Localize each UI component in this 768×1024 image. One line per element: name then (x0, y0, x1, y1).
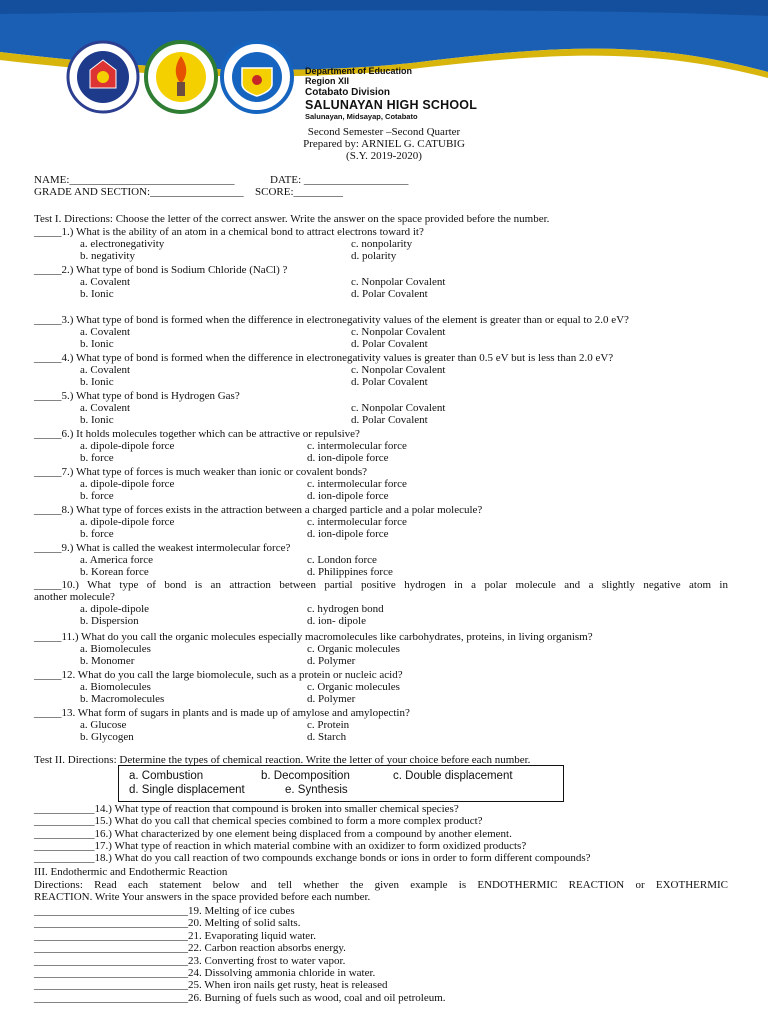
option-a: a. dipole-dipole force (80, 478, 175, 490)
grade-label: GRADE AND SECTION: (34, 186, 151, 198)
item-text: 26. Burning of fuels such as wood, coal and oil petroleum. (188, 991, 446, 1004)
answer-blank[interactable]: _____ (34, 352, 62, 364)
test3-directions-line2: REACTION. Write Your answers in the space provided before each number. (34, 891, 371, 903)
option-b: b. Korean force (80, 566, 149, 578)
option-c: c. Organic molecules (307, 681, 400, 693)
school-info (305, 66, 477, 121)
option-a: a. Covalent (80, 326, 131, 338)
option-b: b. Dispersion (80, 615, 139, 627)
option-a: a. America force (80, 554, 153, 566)
item-text: 23. Converting frost to water vapor. (188, 954, 346, 967)
reaction-question-row (34, 852, 591, 864)
answer-blank[interactable]: ____________________________ (34, 954, 188, 967)
reaction-item-row (34, 992, 446, 1004)
option-c: c. Nonpolar Covalent (351, 364, 446, 376)
answer-blank[interactable]: ____________________________ (34, 929, 188, 942)
score-blank[interactable]: _________ (293, 186, 344, 198)
name-blank[interactable]: ______________________________ (69, 174, 235, 186)
reaction-question-row (34, 828, 512, 840)
option-d: d. ion- dipole (307, 615, 366, 627)
question-text: 12. What do you call the large biomolecule, such as a protein or nucleic acid? (61, 669, 403, 681)
answer-blank[interactable]: ____________________________ (34, 967, 188, 979)
option-c: c. Nonpolar Covalent (351, 326, 446, 338)
answer-blank[interactable]: _____ (34, 542, 62, 554)
item-text: 20. Melting of solid salts. (188, 917, 301, 930)
test1-directions: Test I. Directions: Choose the letter of the correct answer. Write the answer on the space provided before the number. (34, 213, 550, 225)
answer-blank[interactable]: ____________________________ (34, 979, 188, 992)
question-row (34, 669, 403, 681)
grade-field[interactable] (34, 186, 244, 198)
answer-blank[interactable]: _____ (34, 504, 62, 516)
answer-blank[interactable]: ___________ (34, 827, 95, 840)
question-text: 10.) What type of bond is an attraction between partial positive hydrogen in a polar molecule and a slightly negative atom in (61, 579, 728, 591)
option-d: d. ion-dipole force (307, 528, 389, 540)
answer-blank[interactable]: _____ (34, 314, 62, 326)
question-text: 13. What form of sugars in plants and is made up of amylose and amylopectin? (61, 707, 410, 719)
question-row (34, 428, 360, 440)
answer-blank[interactable]: ____________________________ (34, 917, 188, 930)
option-c: c. intermolecular force (307, 478, 407, 490)
reaction-item-row (34, 955, 345, 967)
prepared-by: Prepared by: ARNIEL G. CATUBIG (303, 138, 465, 150)
option-a: a. Covalent (80, 402, 131, 414)
grade-blank[interactable]: _________________ (150, 186, 244, 198)
option-a: a. Biomolecules (80, 681, 151, 693)
question-row (34, 352, 613, 364)
option-b: b. Glycogen (80, 731, 134, 743)
date-field[interactable] (270, 174, 408, 186)
reaction-item-row (34, 967, 375, 979)
option-d: d. ion-dipole force (307, 490, 389, 502)
option-b: b. force (80, 528, 114, 540)
reaction-item-row (34, 942, 346, 954)
option-c: c. nonpolarity (351, 238, 413, 250)
option-d: d. ion-dipole force (307, 452, 389, 464)
option-b: b. Ionic (80, 288, 114, 300)
test3-title: III. Endothermic and Endothermic Reaction (34, 866, 228, 878)
deped-seal-icon (66, 40, 140, 114)
answer-blank[interactable]: _____ (34, 631, 62, 643)
question-text: 17.) What type of reaction in which material combine with an oxidizer to form oxidized products? (94, 839, 527, 852)
option-d: d. Polar Covalent (351, 338, 428, 350)
choice-c: c. Double displacement (393, 770, 513, 782)
question-row (34, 390, 240, 402)
answer-blank[interactable]: _____ (34, 390, 62, 402)
option-b: b. Ionic (80, 414, 114, 426)
question-row (34, 504, 482, 516)
option-a: a. Biomolecules (80, 643, 151, 655)
option-c: c. hydrogen bond (307, 603, 384, 615)
item-text: 24. Dissolving ammonia chloride in water. (188, 967, 376, 979)
question-text: 15.) What do you call that chemical species combined to form a more complex product? (94, 815, 483, 828)
question-text: 18.) What do you call reaction of two compounds exchange bonds or ions in order to form different compounds? (94, 852, 591, 865)
reaction-question-row (34, 815, 483, 827)
option-a: a. dipole-dipole force (80, 440, 175, 452)
answer-blank[interactable]: ___________ (34, 852, 95, 865)
option-b: b. Macromolecules (80, 693, 165, 705)
question-text: 11.) What do you call the organic molecules especially macromolecules like carbohydrates, proteins, in living organism? (61, 631, 593, 643)
reaction-question-row (34, 840, 526, 852)
option-d: d. Polymer (307, 693, 356, 705)
question-row (34, 631, 593, 643)
option-c: c. London force (307, 554, 377, 566)
answer-blank[interactable]: ____________________________ (34, 905, 188, 917)
answer-blank[interactable]: ___________ (34, 815, 95, 828)
question-text: 2.) What type of bond is Sodium Chloride (NaCl) ? (61, 264, 288, 276)
answer-blank[interactable]: ____________________________ (34, 942, 188, 955)
question-row (34, 226, 424, 238)
option-b: b. negativity (80, 250, 135, 262)
option-a: a. electronegativity (80, 238, 165, 250)
question-text: 4.) What type of bond is formed when the difference in electronegativity values is greater than 0.5 eV but is less than 2.0 eV? (61, 352, 614, 364)
question-text: 14.) What type of reaction that compound is broken into smaller chemical species? (94, 803, 459, 815)
answer-blank[interactable]: _____ (34, 466, 62, 478)
option-d: d. Polymer (307, 655, 356, 667)
test3-directions-line1: Directions: Read each statement below and tell whether the given example is ENDOTHERMIC REACTION or EXOTHERMIC (34, 879, 728, 891)
option-d: d. Polar Covalent (351, 414, 428, 426)
answer-blank[interactable]: _____ (34, 669, 62, 681)
reaction-item-row (34, 917, 300, 929)
score-field[interactable] (255, 186, 343, 198)
item-text: 19. Melting of ice cubes (188, 905, 295, 917)
question-text: 3.) What type of bond is formed when the difference in electronegativity values of the element is greater than or equal to 2.0 eV? (61, 314, 629, 326)
option-b: b. Ionic (80, 338, 114, 350)
question-text: 8.) What type of forces exists in the attraction between a charged particle and a polar molecule? (61, 504, 483, 516)
school-address: Salunayan, Midsayap, Cotabato (305, 111, 418, 121)
option-a: a. Covalent (80, 364, 131, 376)
answer-blank[interactable]: ____________________________ (34, 991, 188, 1004)
choice-b: b. Decomposition (261, 770, 350, 782)
option-d: d. Polar Covalent (351, 376, 428, 388)
reaction-question-row (34, 803, 459, 815)
region-name: Region XII (305, 76, 350, 87)
school-name: SALUNAYAN HIGH SCHOOL (305, 98, 478, 113)
choice-d: d. Single displacement (129, 784, 245, 796)
score-label: SCORE: (255, 186, 294, 198)
question-text: 5.) What type of bond is Hydrogen Gas? (61, 390, 240, 402)
answer-blank[interactable]: _____ (34, 707, 62, 719)
question-row (34, 542, 290, 554)
division-seal-icon (144, 40, 218, 114)
reaction-item-row (34, 905, 295, 917)
school-seal-icon (220, 40, 294, 114)
option-b: b. force (80, 490, 114, 502)
question-row (34, 579, 728, 591)
answer-blank[interactable]: _____ (34, 579, 62, 591)
answer-blank[interactable]: _____ (34, 264, 62, 276)
answer-blank[interactable]: ___________ (34, 803, 95, 815)
school-year: (S.Y. 2019-2020) (346, 150, 422, 162)
semester-line: Second Semester –Second Quarter (307, 126, 461, 138)
question-text: 1.) What is the ability of an atom in a chemical bond to attract electrons toward it? (61, 226, 424, 238)
reaction-item-row (34, 979, 387, 991)
option-b: b. Ionic (80, 376, 114, 388)
question-row (34, 314, 629, 326)
date-label: DATE: (270, 174, 302, 186)
option-b: b. Monomer (80, 655, 135, 667)
answer-blank[interactable]: _____ (34, 226, 62, 238)
item-text: 22. Carbon reaction absorbs energy. (188, 942, 346, 955)
question-row (34, 707, 410, 719)
choices-box (118, 765, 564, 802)
item-text: 21. Evaporating liquid water. (188, 929, 316, 942)
option-a: a. Glucose (80, 719, 127, 731)
option-a: a. Covalent (80, 276, 131, 288)
date-blank[interactable]: ___________________ (303, 174, 409, 186)
question-text: 7.) What type of forces is much weaker than ionic or covalent bonds? (61, 466, 368, 478)
item-text: 25. When iron nails get rusty, heat is released (188, 979, 388, 992)
answer-blank[interactable]: _____ (34, 428, 62, 440)
option-c: c. intermolecular force (307, 440, 407, 452)
question-row (34, 264, 287, 276)
choice-e: e. Synthesis (285, 784, 348, 796)
option-a: a. dipole-dipole force (80, 516, 175, 528)
question-row (34, 466, 367, 478)
reaction-item-row (34, 930, 316, 942)
choice-a: a. Combustion (129, 770, 204, 782)
option-d: d. Philippines force (307, 566, 393, 578)
test2-directions: Test II. Directions: Determine the types of chemical reaction. Write the letter of your choice before each number. (34, 754, 531, 766)
answer-blank[interactable]: ___________ (34, 839, 95, 852)
option-c: c. Nonpolar Covalent (351, 402, 446, 414)
option-c: c. intermolecular force (307, 516, 407, 528)
option-c: c. Protein (307, 719, 350, 731)
option-d: d. Starch (307, 731, 347, 743)
question-text: 6.) It holds molecules together which can be attractive or repulsive? (61, 428, 360, 440)
question-text-continued: another molecule? (34, 591, 115, 603)
option-a: a. dipole-dipole (80, 603, 150, 615)
department-name: Department of Education (305, 66, 413, 76)
name-label: NAME: (34, 174, 70, 186)
option-d: d. Polar Covalent (351, 288, 428, 300)
option-d: d. polarity (351, 250, 397, 262)
option-b: b. force (80, 452, 114, 464)
question-text: 16.) What characterized by one element being displaced from a compound by another element. (94, 827, 512, 840)
name-field[interactable] (34, 174, 234, 186)
option-c: c. Organic molecules (307, 643, 400, 655)
division-name: Cotabato Division (305, 86, 391, 98)
option-c: c. Nonpolar Covalent (351, 276, 446, 288)
question-text: 9.) What is called the weakest intermolecular force? (61, 542, 291, 554)
